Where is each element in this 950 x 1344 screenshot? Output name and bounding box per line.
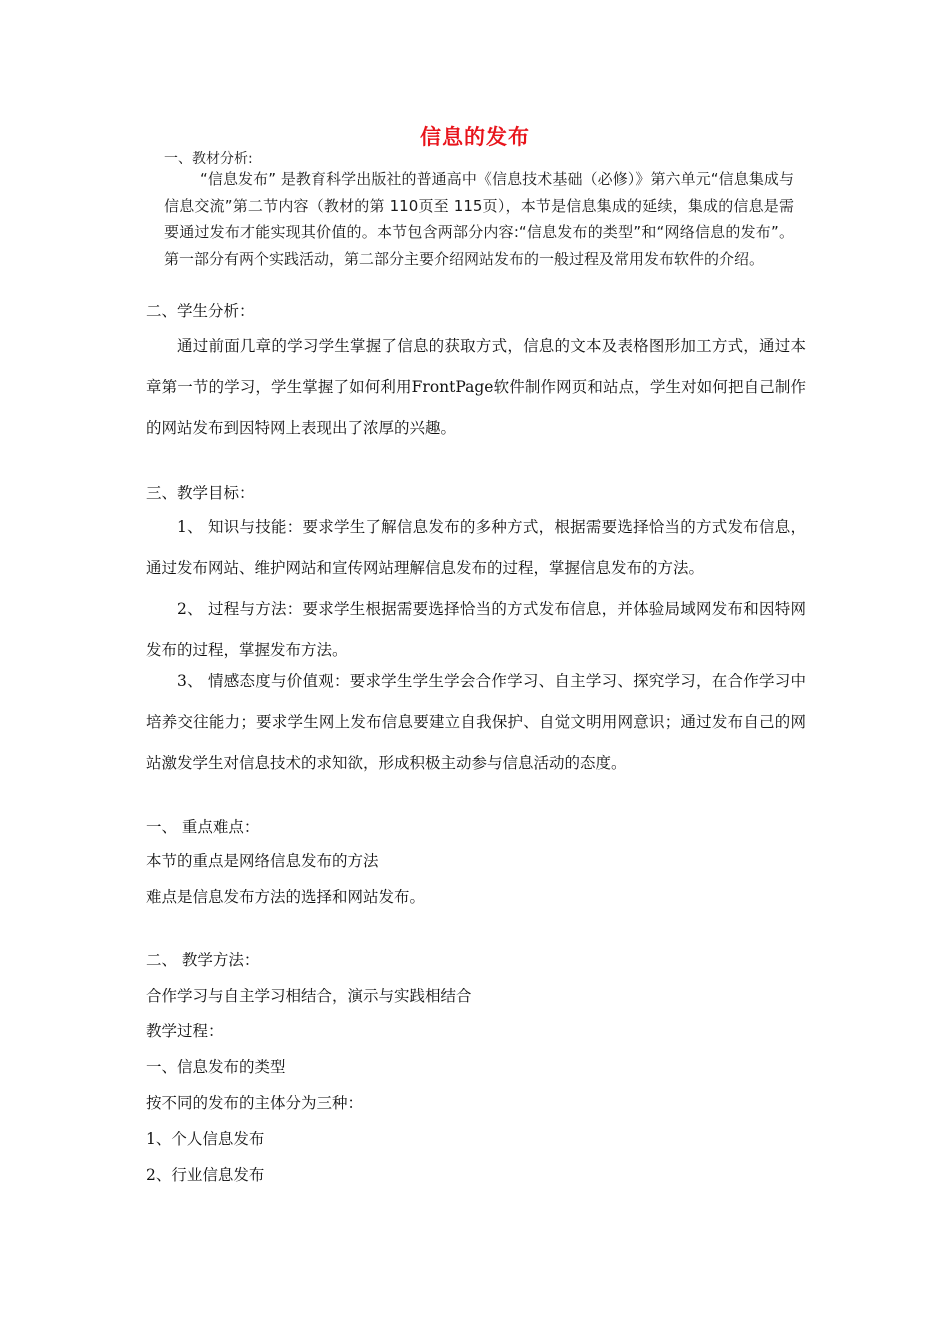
teaching-method-text: 合作学习与自主学习相结合，演示与实践相结合: [146, 987, 472, 1005]
difficulty-text: 难点是信息发布方法的选择和网站发布。: [146, 888, 426, 906]
list-item: 1、个人信息发布: [146, 1130, 265, 1148]
section-heading-teaching-method: 二、 教学方法：: [146, 951, 260, 969]
section-heading-teaching-goals: 三、教学目标：: [146, 484, 255, 502]
subheading-info-release-types: 一、信息发布的类型: [146, 1058, 286, 1076]
student-analysis-paragraph: 通过前面几章的学习学生掌握了信息的获取方式，信息的文本及表格图形加工方式，通过本章第一节的学习，学生掌握了如何利用FrontPage软件制作网页和站点，学生对如何把自己制作的网站发布到因特网上表现出了浓厚的兴趣。: [146, 337, 806, 437]
teaching-process-label: 教学过程：: [146, 1022, 224, 1040]
list-item: 2、行业信息发布: [146, 1166, 265, 1184]
section-heading-student-analysis: 二、学生分析：: [146, 302, 255, 320]
teaching-goal-3: 3、 情感态度与价值观：要求学生学生学会合作学习、自主学习、探究学习，在合作学习中培养交往能力；要求学生网上发布信息要建立自我保护、自觉文明用网意识；通过发布自己的网站激发学生对信息技术的求知欲，形成积极主动参与信息活动的态度。: [146, 672, 806, 772]
textbook-analysis-paragraph: “信息发布” 是教育科学出版社的普通高中《信息技术基础（必修）》第六单元“信息集成与信息交流”第二节内容（教材的第 110页至 115页），本节是信息集成的延续，集成的信息是需要通过发布才能实现其价值的。本节包含两部分内容:“信息发布的类型”和“网络信息的发布”。第一部分有两个实践活动，第二部分主要介绍网站发布的一般过程及常用发布软件的介绍。: [164, 170, 794, 268]
key-point-text: 本节的重点是网络信息发布的方法: [146, 852, 379, 870]
teaching-goal-1: 1、 知识与技能：要求学生了解信息发布的多种方式，根据需要选择恰当的方式发布信息，通过发布网站、维护网站和宣传网站理解信息发布的过程，掌握信息发布的方法。: [146, 518, 806, 577]
section-heading-textbook-analysis: 一、教材分析:: [164, 151, 253, 167]
teaching-goal-2: 2、 过程与方法：要求学生根据需要选择恰当的方式发布信息，并体验局域网发布和因特网发布的过程，掌握发布方法。: [146, 600, 806, 659]
section-heading-key-points: 一、 重点难点：: [146, 818, 260, 836]
document-title: 信息的发布: [420, 125, 530, 149]
release-types-intro: 按不同的发布的主体分为三种：: [146, 1094, 364, 1112]
